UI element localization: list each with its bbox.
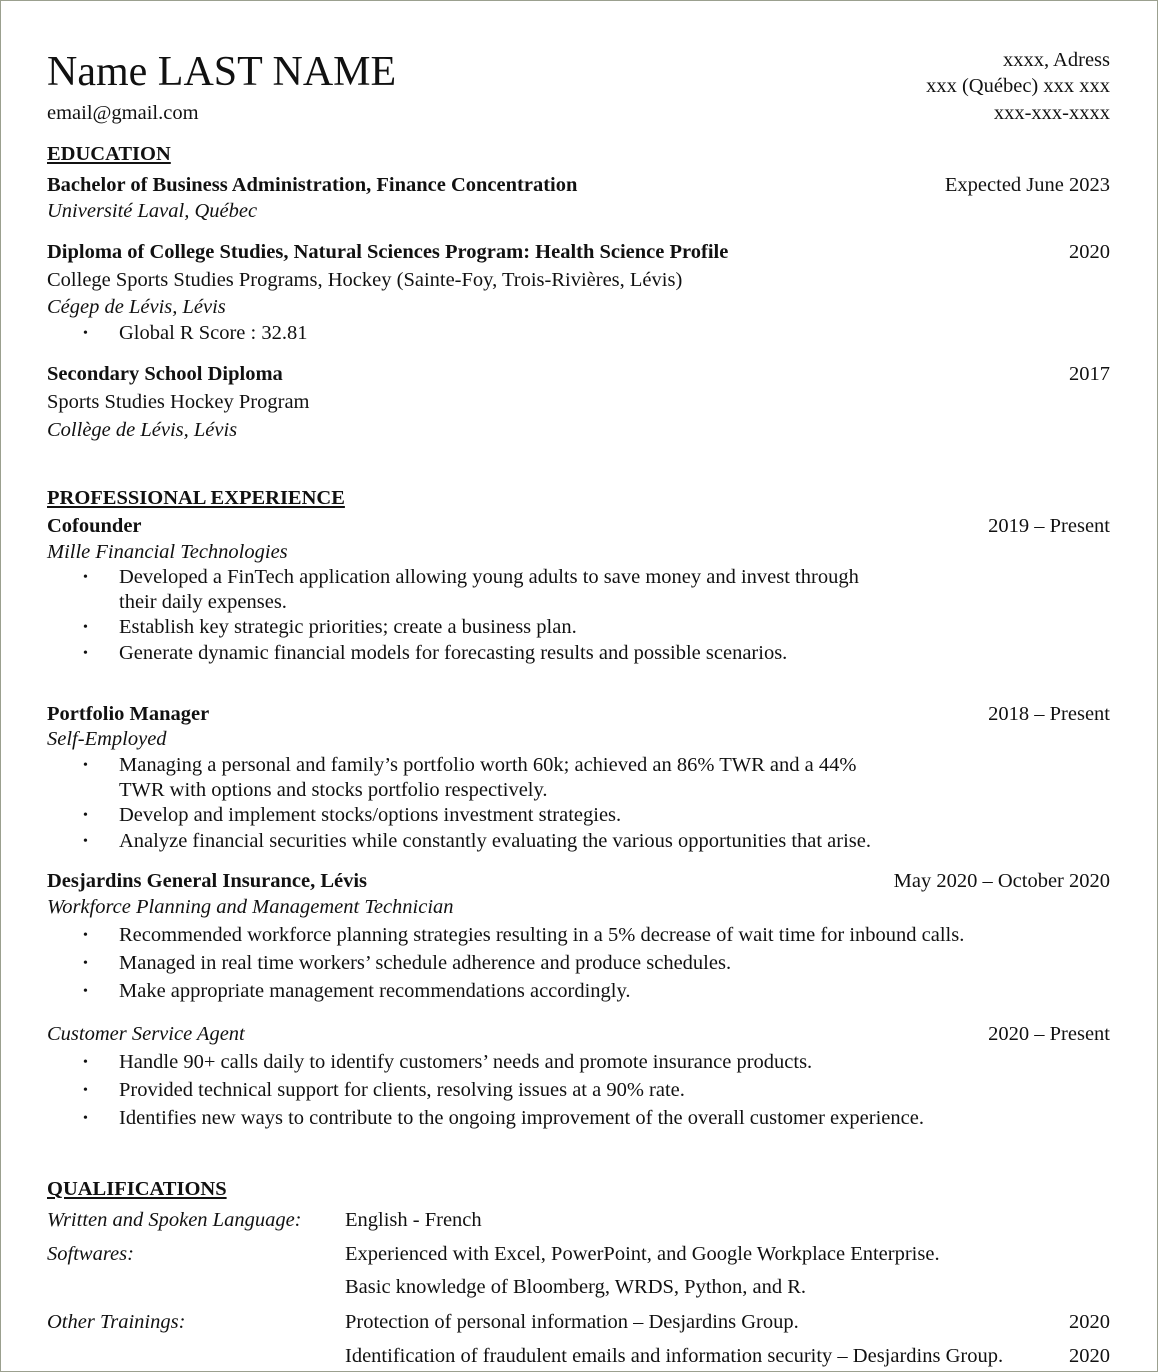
job-date: 2018 – Present [988, 703, 1110, 725]
bullet: • [83, 758, 88, 773]
bullet: • [83, 326, 88, 341]
job-organization: Mille Financial Technologies [47, 541, 288, 563]
qualification-label: Other Trainings: [47, 1311, 186, 1333]
education-date: 2020 [1069, 241, 1110, 263]
bullet: • [83, 1111, 88, 1126]
job-title: Cofounder [47, 515, 142, 537]
address-line-1: xxxx, Adress [1002, 49, 1110, 71]
education-school: Cégep de Lévis, Lévis [47, 296, 226, 318]
education-detail: Sports Studies Hockey Program [47, 391, 310, 413]
training-item: Protection of personal information – Desjardins Group. [345, 1311, 799, 1333]
education-title: Secondary School Diploma [47, 363, 283, 385]
applicant-name: Name LAST NAME [47, 49, 397, 95]
job-bullet: Analyze financial securities while constantly evaluating the various opportunities that arise. [119, 830, 872, 852]
bullet: • [83, 620, 88, 635]
education-title: Bachelor of Business Administration, Finance Concentration [47, 174, 578, 196]
job-bullet: Managed in real time workers’ schedule adherence and produce schedules. [119, 952, 732, 974]
training-item: Identification of fraudulent emails and information security – Desjardins Group. [345, 1345, 1004, 1367]
job-title: Desjardins General Insurance, Lévis [47, 870, 368, 892]
bullet: • [83, 984, 88, 999]
job-title: Portfolio Manager [47, 703, 210, 725]
job-bullet: Develop and implement stocks/options investment strategies. [119, 804, 622, 826]
qualification-value: Basic knowledge of Bloomberg, WRDS, Python, and R. [345, 1276, 807, 1298]
qualification-label: Softwares: [47, 1243, 134, 1265]
job-bullet: Establish key strategic priorities; create a business plan. [119, 616, 577, 638]
job-bullet-continuation: their daily expenses. [119, 591, 287, 613]
qualification-value: English - French [345, 1209, 482, 1231]
bullet: • [83, 808, 88, 823]
education-detail: College Sports Studies Programs, Hockey (Sainte-Foy, Trois-Rivières, Lévis) [47, 269, 683, 291]
job-bullet: Generate dynamic financial models for forecasting results and possible scenarios. [119, 642, 788, 664]
job-bullet: Provided technical support for clients, resolving issues at a 90% rate. [119, 1079, 685, 1101]
education-school: Collège de Lévis, Lévis [47, 419, 238, 441]
job-bullet-continuation: TWR with options and stocks portfolio respectively. [119, 779, 548, 801]
job-bullet: Make appropriate management recommendations accordingly. [119, 980, 631, 1002]
job-organization: Workforce Planning and Management Technician [47, 896, 454, 918]
job-bullet: Recommended workforce planning strategies resulting in a 5% decrease of wait time for inbound calls. [119, 924, 965, 946]
section-heading-experience: PROFESSIONAL EXPERIENCE [47, 487, 345, 509]
qualification-value: Experienced with Excel, PowerPoint, and Google Workplace Enterprise. [345, 1243, 940, 1265]
bullet: • [83, 928, 88, 943]
education-bullet: Global R Score : 32.81 [119, 322, 308, 344]
section-heading-education: EDUCATION [47, 143, 171, 165]
email: email@gmail.com [47, 102, 199, 124]
bullet: • [83, 956, 88, 971]
training-year: 2020 [1069, 1311, 1110, 1333]
section-heading-qualifications: QUALIFICATIONS [47, 1178, 227, 1200]
bullet: • [83, 1083, 88, 1098]
job-bullet: Developed a FinTech application allowing young adults to save money and invest through [119, 566, 859, 588]
job-date: 2020 – Present [988, 1023, 1110, 1045]
job-bullet: Handle 90+ calls daily to identify customers’ needs and promote insurance products. [119, 1051, 813, 1073]
bullet: • [83, 1055, 88, 1070]
training-year: 2020 [1069, 1345, 1110, 1367]
address-line-2: xxx (Québec) xxx xxx [926, 75, 1110, 97]
qualification-label: Written and Spoken Language: [47, 1209, 302, 1231]
bullet: • [83, 834, 88, 849]
education-date: Expected June 2023 [944, 174, 1110, 196]
job-bullet: Managing a personal and family’s portfolio worth 60k; achieved an 86% TWR and a 44% [119, 754, 857, 776]
phone: xxx-xxx-xxxx [993, 102, 1110, 124]
bullet: • [83, 570, 88, 585]
job-organization: Customer Service Agent [47, 1023, 245, 1045]
education-school: Université Laval, Québec [47, 200, 258, 222]
job-date: May 2020 – October 2020 [893, 870, 1110, 892]
education-date: 2017 [1069, 363, 1110, 385]
bullet: • [83, 646, 88, 661]
job-organization: Self-Employed [47, 728, 167, 750]
job-date: 2019 – Present [988, 515, 1110, 537]
education-title: Diploma of College Studies, Natural Sciences Program: Health Science Profile [47, 241, 729, 263]
job-bullet: Identifies new ways to contribute to the ongoing improvement of the overall customer experience. [119, 1107, 924, 1129]
